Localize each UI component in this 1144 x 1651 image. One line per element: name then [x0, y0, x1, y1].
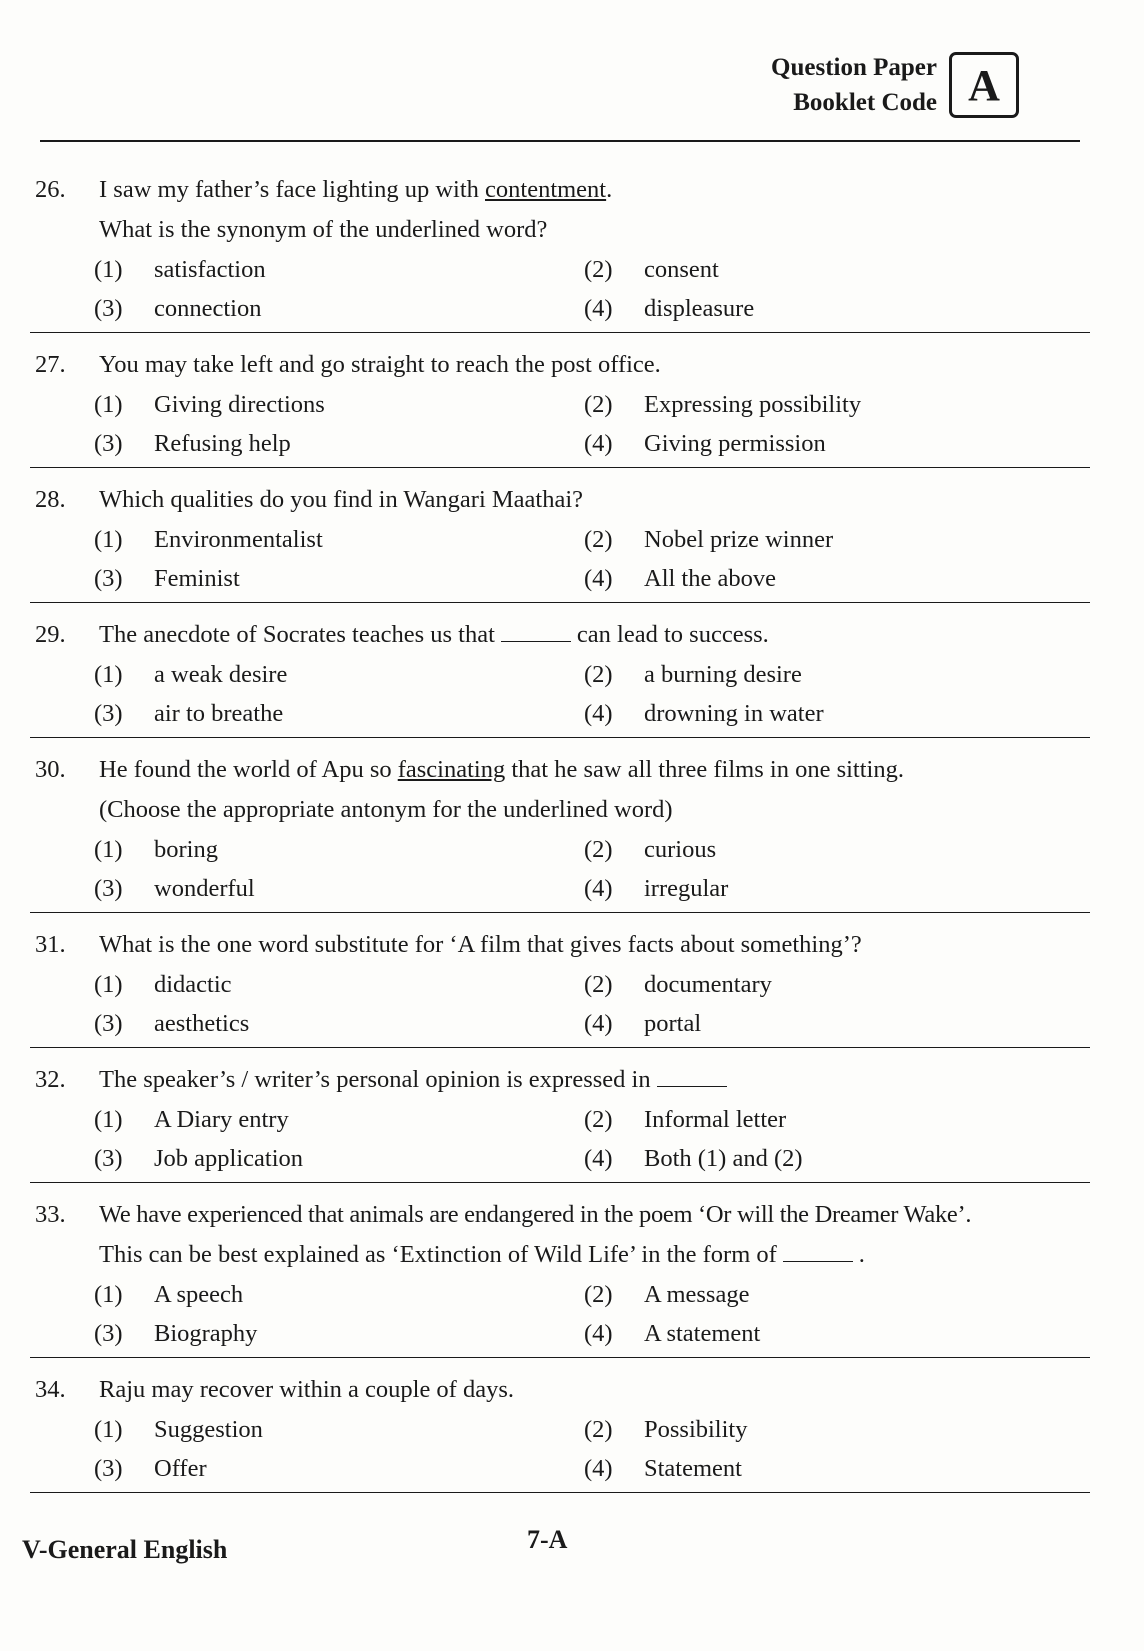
question-27: [30, 345, 1090, 468]
question-number: 29.: [35, 621, 66, 648]
underlined-word: fascinating: [397, 756, 506, 783]
question-text: You may take left and go straight to reach the post office.: [99, 351, 661, 378]
option-2: (2) Nobel prize winner: [584, 526, 834, 553]
answer-blank: [783, 1239, 853, 1262]
option-3: (3) Feminist: [94, 565, 240, 592]
question-text: We have experienced that animals are endangered in the poem ‘Or will the Dreamer Wake’.: [99, 1201, 972, 1228]
question-text: Which qualities do you find in Wangari Maathai?: [99, 486, 584, 513]
question-number: 28.: [35, 486, 66, 513]
option-1: (1) boring: [94, 836, 218, 863]
question-32: [30, 1060, 1090, 1183]
option-2: (2) consent: [584, 256, 719, 283]
booklet-code-line2: Booklet Code: [793, 89, 937, 116]
question-34: [30, 1370, 1090, 1493]
option-3: (3) Biography: [94, 1320, 258, 1347]
booklet-code-line1: Question Paper: [771, 54, 937, 81]
question-text-line2: (Choose the appropriate antonym for the underlined word): [99, 796, 673, 823]
question-28: [30, 480, 1090, 603]
booklet-code-header: [771, 50, 1019, 120]
question-text: Raju may recover within a couple of days.: [99, 1376, 515, 1403]
option-1: (1) Giving directions: [94, 391, 325, 418]
option-1: (1) A speech: [94, 1281, 244, 1308]
option-4: (4) Statement: [584, 1455, 742, 1482]
option-3: (3) Refusing help: [94, 430, 291, 457]
option-1: (1) Environmentalist: [94, 526, 323, 553]
options: [94, 1275, 1090, 1353]
option-4: (4) Giving permission: [584, 430, 826, 457]
options: [94, 830, 1090, 908]
question-number: 34.: [35, 1376, 66, 1403]
header-divider: [40, 140, 1080, 142]
option-2: (2) A message: [584, 1281, 750, 1308]
option-3: (3) Job application: [94, 1145, 304, 1172]
option-2: (2) documentary: [584, 971, 772, 998]
options: [94, 250, 1090, 328]
options: [94, 655, 1090, 733]
question-text: What is the one word substitute for ‘A film that gives facts about something’?: [99, 931, 862, 958]
question-text: I saw my father’s face lighting up with contentment.: [99, 176, 613, 203]
question-text-line2: What is the synonym of the underlined word?: [99, 216, 548, 243]
answer-blank: [657, 1064, 727, 1087]
question-number: 30.: [35, 756, 66, 783]
option-3: (3) aesthetics: [94, 1010, 250, 1037]
question-29: [30, 615, 1090, 738]
question-number: 32.: [35, 1066, 66, 1093]
question-number: 27.: [35, 351, 66, 378]
option-2: (2) Possibility: [584, 1416, 748, 1443]
options: [94, 965, 1090, 1043]
option-2: (2) curious: [584, 836, 717, 863]
option-4: (4) displeasure: [584, 295, 755, 322]
booklet-code-label: [771, 50, 937, 120]
options: [94, 1100, 1090, 1178]
option-4: (4) All the above: [584, 565, 776, 592]
question-list: [30, 170, 1090, 1505]
underlined-word: contentment: [485, 176, 607, 203]
booklet-code-box: A: [949, 52, 1019, 118]
option-4: (4) drowning in water: [584, 700, 824, 727]
question-text: He found the world of Apu so fascinating that he saw all three films in one sitting.: [99, 756, 904, 783]
option-1: (1) a weak desire: [94, 661, 288, 688]
subject-name: V-General English: [22, 1535, 228, 1564]
question-31: [30, 925, 1090, 1048]
question-text-line2: This can be best explained as ‘Extinction of Wild Life’ in the form of .: [99, 1241, 865, 1268]
option-2: (2) a burning desire: [584, 661, 802, 688]
question-33: [30, 1195, 1090, 1358]
option-3: (3) air to breathe: [94, 700, 284, 727]
answer-blank: [501, 619, 571, 642]
option-1: (1) Suggestion: [94, 1416, 263, 1443]
option-3: (3) wonderful: [94, 875, 255, 902]
option-4: (4) portal: [584, 1010, 702, 1037]
question-number: 26.: [35, 176, 66, 203]
option-1: (1) satisfaction: [94, 256, 266, 283]
option-3: (3) connection: [94, 295, 262, 322]
question-26: [30, 170, 1090, 333]
page-number: 7-A: [527, 1525, 568, 1554]
option-1: (1) A Diary entry: [94, 1106, 289, 1133]
options: [94, 385, 1090, 463]
option-2: (2) Expressing possibility: [584, 391, 862, 418]
question-text: The speaker’s / writer’s personal opinion is expressed in: [99, 1060, 1090, 1100]
option-3: (3) Offer: [94, 1455, 207, 1482]
option-1: (1) didactic: [94, 971, 232, 998]
option-4: (4) Both (1) and (2): [584, 1145, 803, 1172]
question-number: 33.: [35, 1201, 66, 1228]
question-text: The anecdote of Socrates teaches us that can lead to success.: [99, 621, 769, 648]
option-2: (2) Informal letter: [584, 1106, 787, 1133]
option-4: (4) irregular: [584, 875, 729, 902]
options: [94, 520, 1090, 598]
question-30: [30, 750, 1090, 913]
options: [94, 1410, 1090, 1488]
option-4: (4) A statement: [584, 1320, 761, 1347]
question-number: 31.: [35, 931, 66, 958]
